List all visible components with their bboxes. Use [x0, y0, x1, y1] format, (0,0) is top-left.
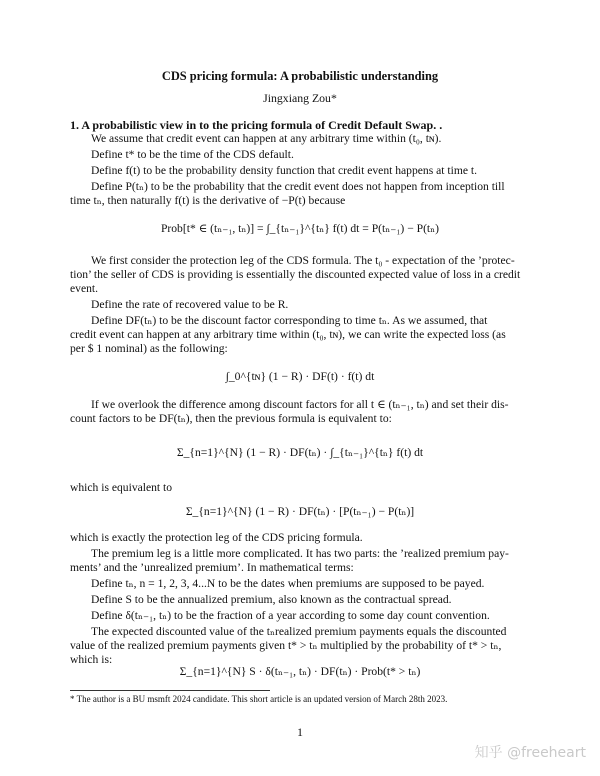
author-name: Jingxiang Zou* [263, 91, 337, 105]
text-line: credit event can happen at any arbitrary time within (t₀, tɴ), we can write the expected loss (as [70, 328, 506, 341]
text-line: Define S to be the annualized premium, also known as the contractual spread. [91, 593, 452, 606]
equation-discrete-sum-integral: Σ_{n=1}^{N} (1 − R) · DF(tₙ) · ∫_{tₙ₋₁}^{tₙ} f(t) dt [176, 446, 424, 459]
text-line: The expected discounted value of the tₙrealized premium payments equals the discounted [91, 625, 507, 638]
text-line: which is: [70, 653, 113, 666]
text-line: If we overlook the difference among discount factors for all t ∈ (tₙ₋₁, tₙ) and set their dis- [91, 398, 509, 411]
text-line: per $ 1 nominal) as the following: [70, 342, 228, 355]
equation-expected-loss-integral: ∫_0^{tɴ} (1 − R) · DF(t) · f(t) dt [225, 370, 375, 383]
equation-survival-probability: Prob[t* ∈ (tₙ₋₁, tₙ)] = ∫_{tₙ₋₁}^{tₙ} f(t) dt = P(tₙ₋₁) − P(tₙ) [160, 222, 440, 235]
equation-premium-leg: Σ_{n=1}^{N} S · δ(tₙ₋₁, tₙ) · DF(tₙ) · Prob(t* > tₙ) [179, 665, 421, 678]
text-line: tion’ the seller of CDS is providing is essentially the discounted expected value of loss in a credit [70, 268, 521, 281]
section-heading: 1. A probabilistic view in to the pricing formula of Credit Default Swap. . [70, 118, 443, 132]
text-line: We first consider the protection leg of the CDS formula. The t₀ - expectation of the ’protec- [91, 254, 515, 267]
paper-title: CDS pricing formula: A probabilistic understanding [161, 69, 439, 83]
text-line: time tₙ, then naturally f(t) is the derivative of −P(t) because [70, 194, 346, 207]
text-line: ments’ and the ’unrealized premium’. In mathematical terms: [70, 561, 354, 574]
text-line: Define DF(tₙ) to be the discount factor corresponding to time tₙ. As we assumed, that [91, 314, 488, 327]
text-line: Define δ(tₙ₋₁, tₙ) to be the fraction of a year according to some day count convention. [91, 609, 490, 622]
page-number: 1 [297, 725, 303, 739]
footnote: * The author is a BU msmft 2024 candidate. This short article is an updated version of March 28th 2023. [70, 694, 448, 704]
text-line: Define tₙ, n = 1, 2, 3, 4...N to be the dates when premiums are supposed to be payed. [91, 577, 485, 590]
text-line: Define P(tₙ) to be the probability that the credit event does not happen from inception till [91, 180, 505, 193]
text-line: We assume that credit event can happen at any arbitrary time within (t₀, tɴ). [91, 132, 442, 145]
text-line: Define t* to be the time of the CDS default. [91, 148, 294, 161]
equation-protection-leg: Σ_{n=1}^{N} (1 − R) · DF(tₙ) · [P(tₙ₋₁) − P(tₙ)] [185, 505, 415, 518]
text-line: Define the rate of recovered value to be R. [91, 298, 289, 311]
footnote-rule [70, 690, 270, 691]
text-line: The premium leg is a little more complicated. It has two parts: the ’realized premium pay- [91, 547, 509, 560]
text-line: count factors to be DF(tₙ), then the previous formula is equivalent to: [70, 412, 392, 425]
text-line: which is exactly the protection leg of the CDS pricing formula. [70, 531, 363, 544]
watermark: 知乎 @freeheart [474, 745, 586, 761]
text-line: which is equivalent to [70, 481, 173, 494]
text-line: Define f(t) to be the probability density function that credit event happens at time t. [91, 164, 478, 177]
text-line: event. [70, 282, 99, 295]
text-line: value of the realized premium payments given t* > tₙ multiplied by the probability of t* > tₙ, [70, 639, 502, 652]
